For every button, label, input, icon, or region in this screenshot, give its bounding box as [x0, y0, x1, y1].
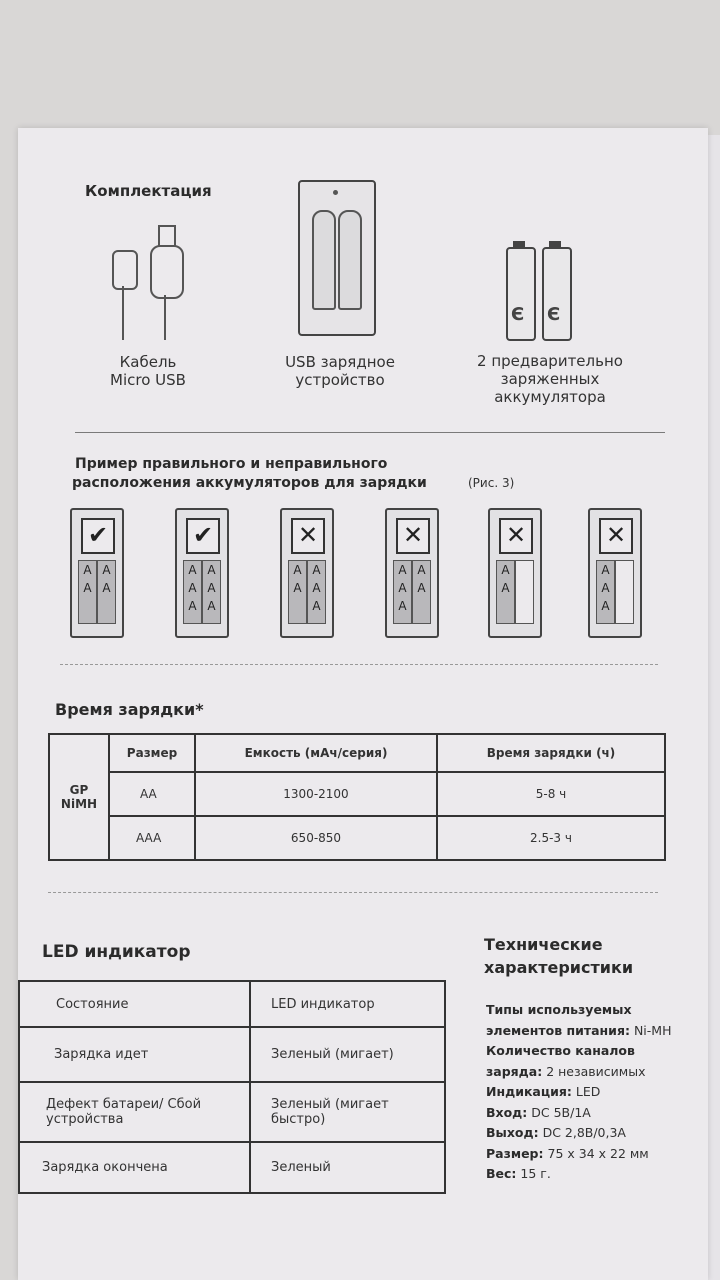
cross-icon: ✕ — [599, 518, 633, 554]
gp-logo: Є — [547, 304, 561, 325]
led-cell: Зеленый (мигает быстро) — [250, 1082, 445, 1142]
battery-slot: A A A — [202, 560, 221, 624]
empty-slot — [615, 560, 634, 624]
led-cell: Зеленый — [250, 1142, 445, 1193]
header-led: LED индикатор — [250, 981, 445, 1027]
diagram-wrong-mixed-2 — [385, 508, 439, 638]
specs-list: Типы используемых элементов питания: Ni-MH Количество каналов заряда: 2 независимых Индикация: LED Вход: DC 5В/1А Выход: DC 2,8В/0,3А Размер: 75 x 34 x 22 мм Вес: 15 г. — [486, 1002, 672, 1181]
cross-icon: ✕ — [499, 518, 533, 554]
state-cell: Зарядка идет — [19, 1027, 250, 1082]
battery-slot: A A — [78, 560, 97, 624]
charger-label: USB зарядное устройство — [285, 353, 395, 389]
state-cell: Дефект батареи/ Сбой устройства — [19, 1082, 250, 1142]
time-cell: 5-8 ч — [437, 772, 665, 816]
group-label: GP NiMH — [49, 734, 109, 860]
charge-time-title: Время зарядки* — [55, 700, 204, 719]
gp-logo: Є — [511, 304, 525, 325]
battery-slot: A A — [288, 560, 307, 624]
led-title: LED индикатор — [42, 942, 191, 962]
figure-ref: (Рис. 3) — [468, 476, 515, 490]
size-cell: AAA — [109, 816, 195, 860]
state-cell: Зарядка окончена — [19, 1142, 250, 1193]
diagram-wrong-mixed-1 — [280, 508, 334, 638]
led-table — [18, 980, 446, 1194]
battery-slot: A A — [412, 560, 431, 624]
table-row — [19, 1142, 445, 1193]
divider — [75, 432, 665, 433]
empty-slot — [515, 560, 534, 624]
diagram-wrong-single-aaa — [588, 508, 642, 638]
placement-title-line1: Пример правильного и неправильного — [75, 456, 388, 472]
diagram-correct-aaa — [175, 508, 229, 638]
battery-slot: A A — [97, 560, 116, 624]
specs-title-line2: характеристики — [484, 958, 634, 977]
header-state: Состояние — [19, 981, 250, 1027]
placement-title-line2: расположения аккумуляторов для зарядки — [72, 475, 427, 491]
table-row — [49, 816, 665, 860]
table-row — [19, 1027, 445, 1082]
batteries-label: 2 предварительно заряженных аккумулятора — [477, 352, 623, 406]
size-cell: AA — [109, 772, 195, 816]
check-icon: ✔ — [81, 518, 115, 554]
cross-icon: ✕ — [396, 518, 430, 554]
check-icon: ✔ — [186, 518, 220, 554]
divider — [48, 892, 658, 893]
cable-label: Кабель Micro USB — [110, 353, 186, 389]
battery-slot: A A A — [596, 560, 615, 624]
cross-icon: ✕ — [291, 518, 325, 554]
battery-slot: A A — [496, 560, 515, 624]
header-capacity: Емкость (мАч/серия) — [195, 734, 437, 772]
charge-time-table — [48, 733, 666, 861]
battery-slot: A A A — [183, 560, 202, 624]
table-row — [49, 772, 665, 816]
diagram-wrong-single-aa — [488, 508, 542, 638]
capacity-cell: 650-850 — [195, 816, 437, 860]
battery-slot: A A A — [307, 560, 326, 624]
kit-title: Комплектация — [85, 182, 212, 200]
usb-charger-icon — [298, 180, 376, 336]
battery-slot: A A A — [393, 560, 412, 624]
capacity-cell: 1300-2100 — [195, 772, 437, 816]
led-cell: Зеленый (мигает) — [250, 1027, 445, 1082]
specs-title-line1: Технические — [484, 935, 603, 954]
header-charge-time: Время зарядки (ч) — [437, 734, 665, 772]
divider — [60, 664, 658, 665]
diagram-correct-aa — [70, 508, 124, 638]
header-size: Размер — [109, 734, 195, 772]
time-cell: 2.5-3 ч — [437, 816, 665, 860]
table-row — [19, 1082, 445, 1142]
